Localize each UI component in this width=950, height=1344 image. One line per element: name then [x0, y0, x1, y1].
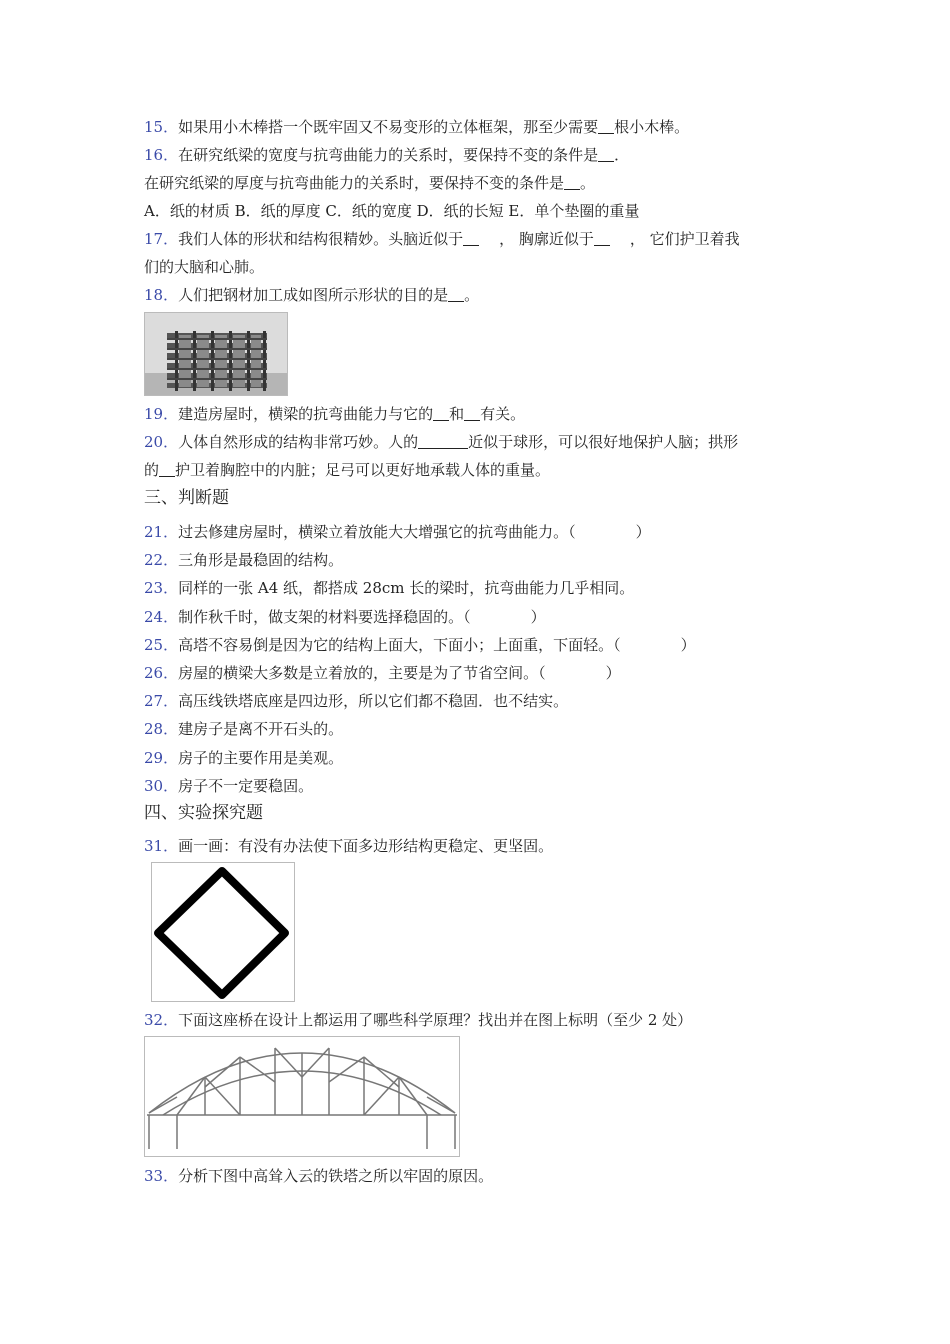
judgement-question [144, 550, 343, 570]
question-text: 们的大脑和心肺。 [144, 258, 265, 276]
question-17-line-2 [144, 257, 264, 277]
question-number: 17． [144, 230, 179, 248]
question-text: 三角形是最稳固的结构。 [178, 551, 344, 569]
question-18 [144, 285, 479, 305]
question-number: 23． [144, 579, 179, 597]
question-text: 高塔不容易倒是因为它的结构上面大，下面小；上面重，下面轻。（ ） [178, 636, 696, 654]
answer-blank[interactable] [598, 118, 614, 134]
question-31 [144, 836, 553, 856]
question-16 [144, 145, 629, 165]
question-20 [144, 432, 738, 452]
answer-blank[interactable] [418, 433, 468, 449]
question-text: 我们人体的形状和结构很精妙。头脑近似于 [178, 230, 464, 248]
question-20-line-2 [144, 460, 550, 480]
answer-blank[interactable] [463, 230, 479, 246]
question-16-options [144, 201, 639, 221]
question-text: 。 [464, 286, 480, 304]
bridge-figure [144, 1036, 460, 1157]
question-text: 人体自然形成的结构非常巧妙。人的 [178, 433, 419, 451]
question-text: 高压线铁塔底座是四边形，所以它们都不稳固．也不结实。 [178, 692, 569, 710]
question-text: 建房子是离不开石头的。 [178, 720, 344, 738]
section-heading-judgement: 三、判断题 [144, 488, 229, 508]
judgement-question [144, 719, 343, 739]
question-number: 26． [144, 664, 179, 682]
answer-blank[interactable] [433, 405, 449, 421]
polygon-figure [151, 862, 295, 1002]
judgement-question [144, 776, 313, 796]
question-number: 28． [144, 720, 179, 738]
question-number: 21． [144, 523, 179, 541]
question-text: 建造房屋时，横梁的抗弯曲能力与它的 [178, 405, 434, 423]
question-number: 31． [144, 837, 179, 855]
question-17 [144, 229, 740, 249]
question-number: 20． [144, 433, 179, 451]
judgement-question [144, 607, 546, 627]
question-text: ， 它们护卫着我 [629, 230, 740, 248]
question-number: 29． [144, 749, 179, 767]
answer-blank[interactable] [594, 230, 610, 246]
question-text: 房屋的横梁大多数是立着放的，主要是为了节省空间。（ ） [178, 664, 621, 682]
question-text: 在研究纸梁的宽度与抗弯曲能力的关系时，要保持不变的条件是 [178, 146, 599, 164]
question-text: 制作秋千时，做支架的材料要选择稳固的。（ ） [178, 608, 546, 626]
answer-blank[interactable] [564, 174, 580, 190]
question-text: 的 [144, 461, 160, 479]
question-text: 房子不一定要稳固。 [178, 777, 314, 795]
question-number: 33． [144, 1167, 179, 1185]
question-15 [144, 117, 689, 137]
question-text: 护卫着胸腔中的内脏；足弓可以更好地承载人体的重量。 [175, 461, 551, 479]
question-text: 人们把钢材加工成如图所示形状的目的是 [178, 286, 449, 304]
question-text: ． [614, 146, 630, 164]
question-number: 19． [144, 405, 179, 423]
question-number: 22． [144, 551, 179, 569]
question-text: 同样的一张 A4 纸，都搭成 28cm 长的梁时，抗弯曲能力几乎相同。 [178, 579, 635, 597]
answer-blank[interactable] [159, 461, 175, 477]
diamond-shape [152, 863, 294, 1001]
judgement-question [144, 691, 568, 711]
question-number: 27． [144, 692, 179, 710]
truss-bridge-diagram [145, 1037, 459, 1156]
judgement-question [144, 522, 651, 542]
question-text: 近似于球形，可以很好地保护人脑；拱形 [468, 433, 739, 451]
question-text: 。 [580, 174, 596, 192]
question-text: 房子的主要作用是美观。 [178, 749, 344, 767]
question-text: 有关。 [480, 405, 526, 423]
question-number: 15． [144, 118, 179, 136]
steel-beams-image [144, 312, 288, 396]
answer-blank[interactable] [464, 405, 480, 421]
answer-blank[interactable] [448, 286, 464, 302]
options-text: A．纸的材质 B．纸的厚度 C．纸的宽度 D．纸的长短 E．单个垫圈的重量 [144, 202, 640, 220]
question-33 [144, 1166, 493, 1186]
question-text: 画一画：有没有办法使下面多边形结构更稳定、更坚固。 [178, 837, 554, 855]
question-number: 32． [144, 1011, 179, 1029]
judgement-question [144, 748, 343, 768]
question-32 [144, 1010, 692, 1030]
judgement-question [144, 663, 621, 683]
question-16-line-2 [144, 173, 595, 193]
question-text: 和 [449, 405, 465, 423]
question-text: 根小木棒。 [614, 118, 690, 136]
steel-beams-illustration [145, 313, 287, 395]
question-text: 分析下图中高耸入云的铁塔之所以牢固的原因。 [178, 1167, 494, 1185]
question-text: 如果用小木棒搭一个既牢固又不易变形的立体框架，那至少需要 [178, 118, 599, 136]
question-number: 16． [144, 146, 179, 164]
question-number: 18． [144, 286, 179, 304]
question-number: 30． [144, 777, 179, 795]
question-text: 过去修建房屋时，横梁立着放能大大增强它的抗弯曲能力。（ ） [178, 523, 651, 541]
question-text: 下面这座桥在设计上都运用了哪些科学原理？找出并在图上标明（至少 2 处） [178, 1011, 693, 1029]
question-text: ， 胸廓近似于 [499, 230, 594, 248]
judgement-question [144, 635, 696, 655]
question-text: 在研究纸梁的厚度与抗弯曲能力的关系时，要保持不变的条件是 [144, 174, 565, 192]
question-number: 24． [144, 608, 179, 626]
question-19 [144, 404, 525, 424]
section-heading-experiment: 四、实验探究题 [144, 803, 263, 823]
question-number: 25． [144, 636, 179, 654]
judgement-question [144, 578, 634, 598]
answer-blank[interactable] [598, 146, 614, 162]
